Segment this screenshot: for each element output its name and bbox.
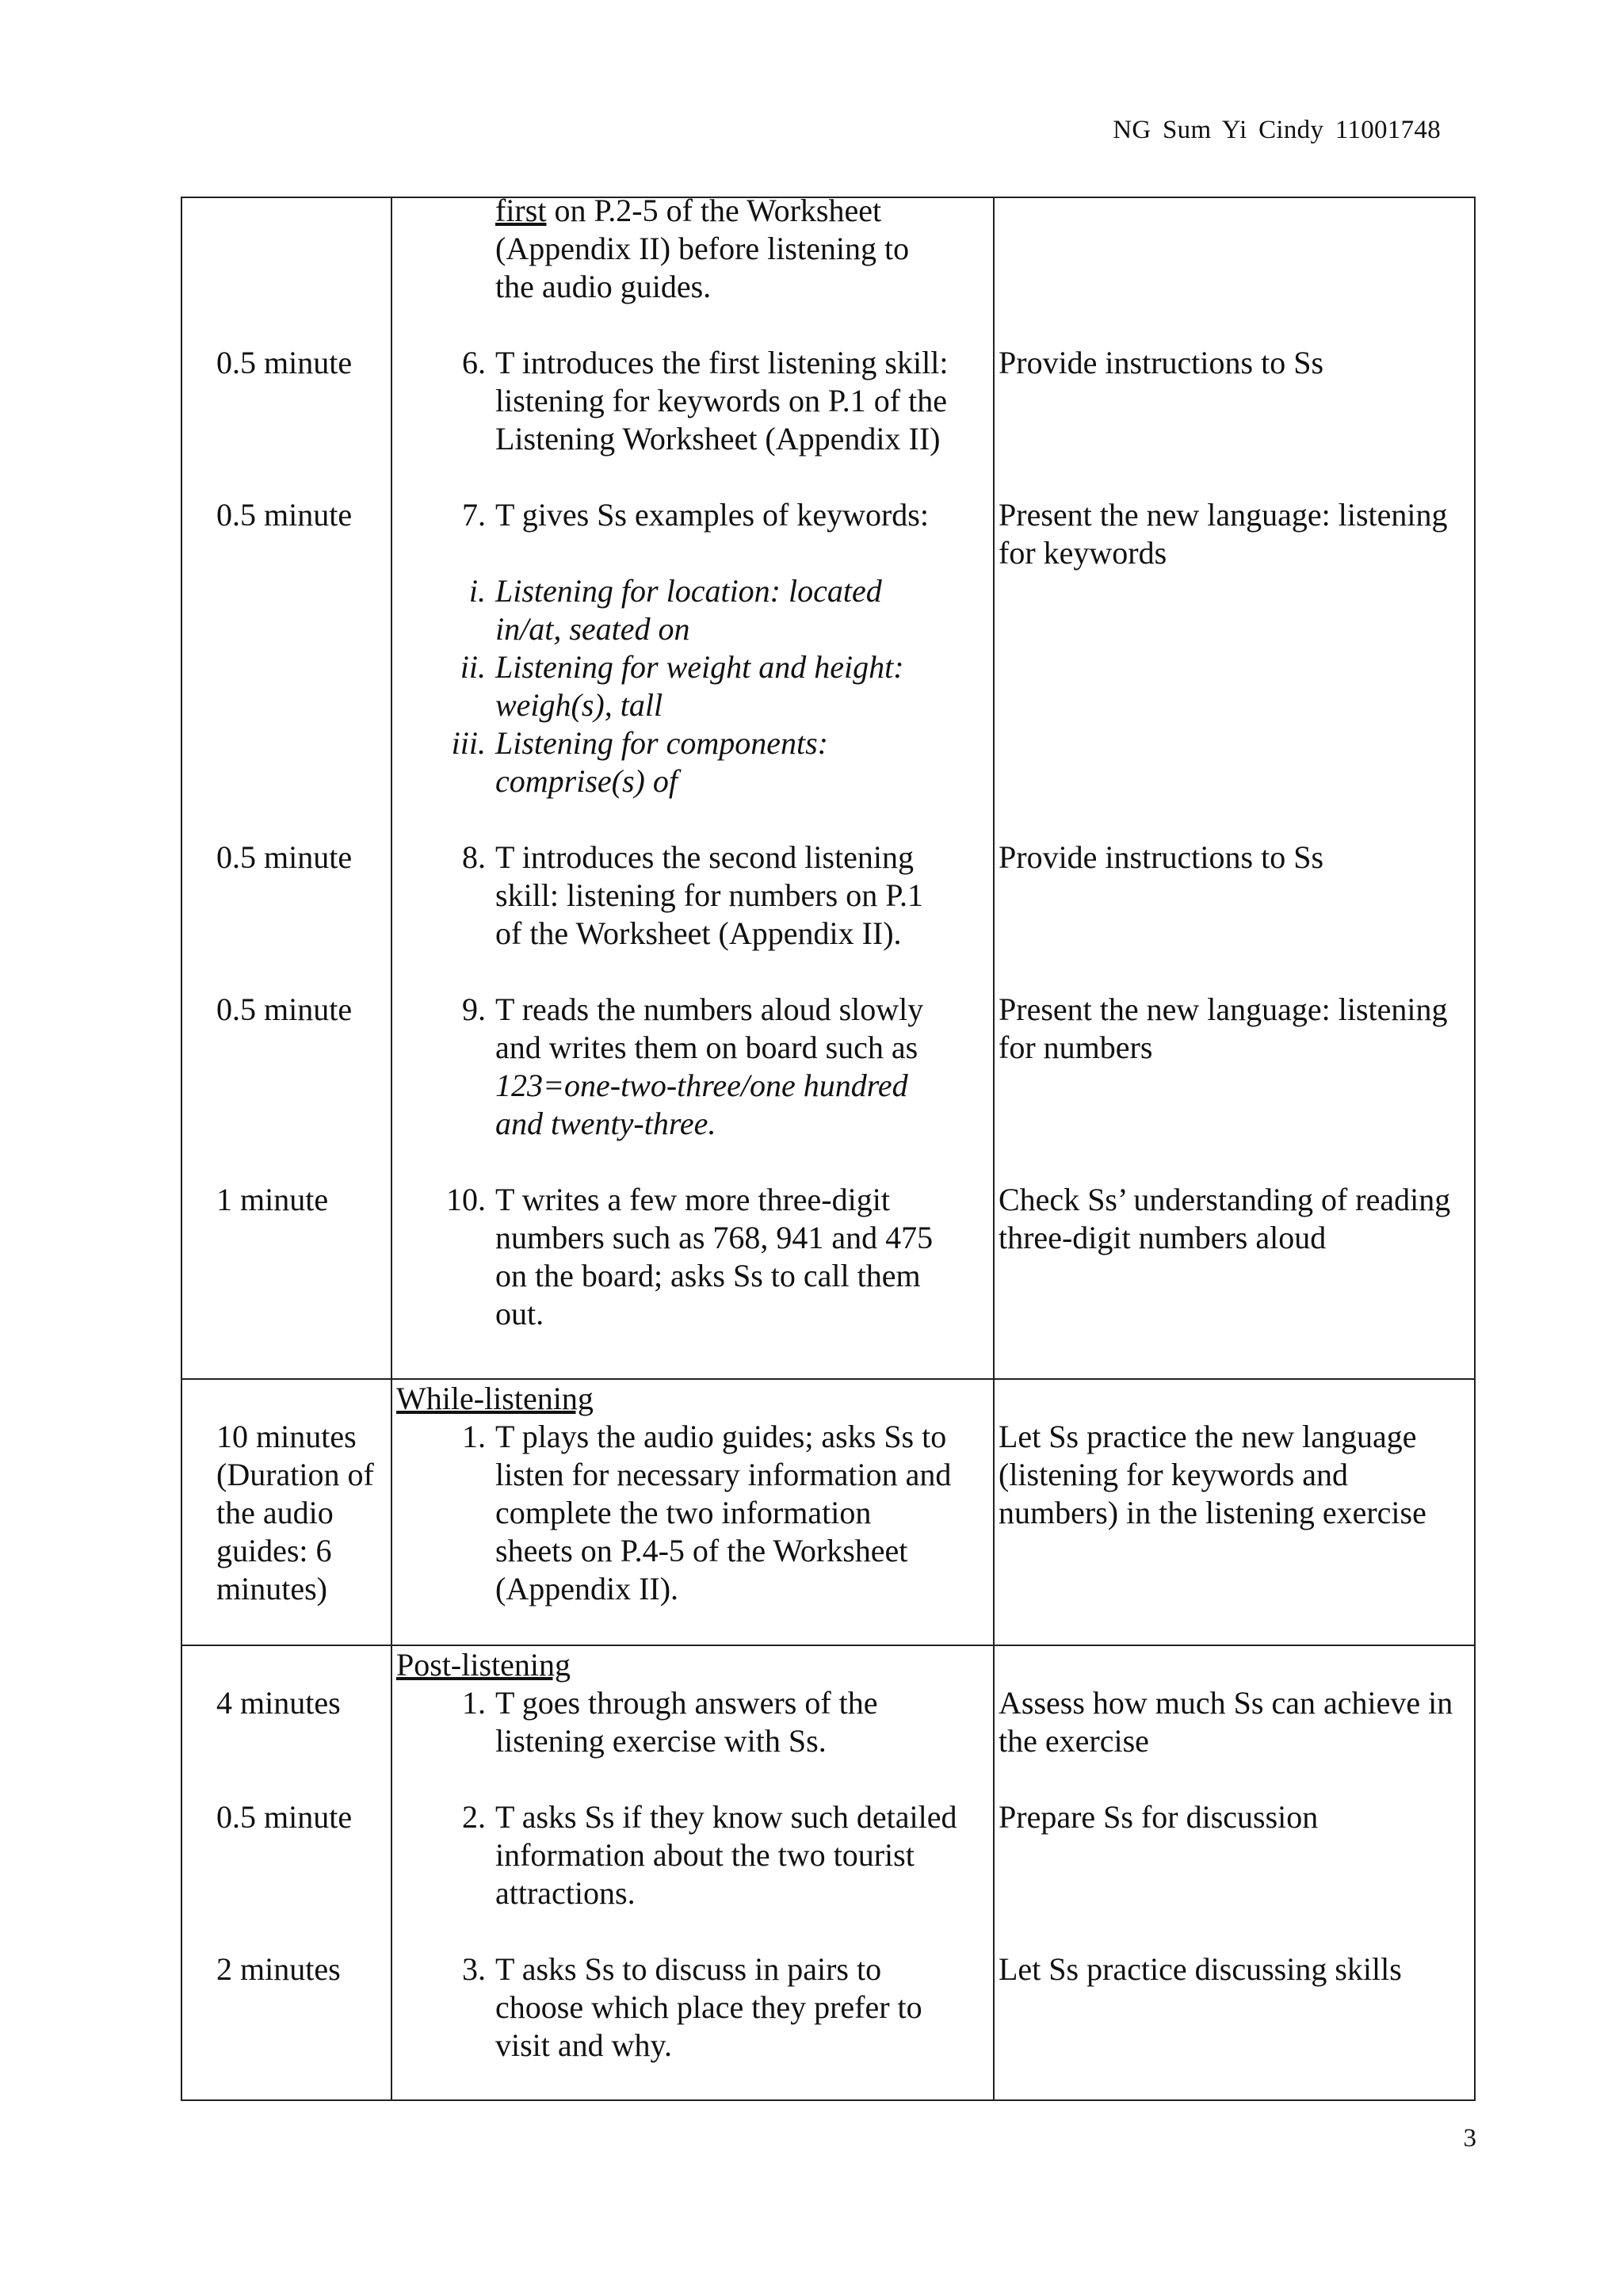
procedure-cell [391, 1645, 994, 2100]
pre-listening-section [181, 197, 1475, 1379]
step-9 [462, 991, 971, 1143]
purpose-line: Prepare Ss for discussion [999, 1799, 1319, 1835]
purpose-cell [994, 1379, 1475, 1645]
time-step-10: 1 minute [216, 1182, 329, 1217]
while-listening-section [181, 1379, 1475, 1645]
time-cell [181, 197, 391, 1379]
while-step-1 [462, 1418, 971, 1608]
step-line: complete the two information [495, 1495, 872, 1530]
step-line: on the board; asks Ss to call them [495, 1258, 921, 1293]
step-6 [462, 344, 971, 458]
purpose-step-9 [999, 991, 1474, 1067]
page-number: 3 [1463, 2124, 1476, 2153]
step-line: attractions. [495, 1875, 636, 1911]
step-number: 1. [462, 1685, 486, 1721]
continuation-line-2: (Appendix II) before listening to [495, 231, 910, 266]
time-cell [181, 1645, 391, 2100]
time-line: minutes) [216, 1571, 327, 1606]
purpose-step-10 [999, 1181, 1474, 1257]
purpose-line: (listening for keywords and [999, 1457, 1349, 1492]
example-line: Listening for weight and height: [495, 649, 904, 685]
time-line: 10 minutes [216, 1419, 357, 1454]
step-line: T gives Ss examples of keywords: [495, 497, 929, 533]
step-line: T writes a few more three-digit [495, 1182, 890, 1217]
step-number: 1. [462, 1419, 486, 1454]
purpose-line: for keywords [999, 535, 1167, 571]
time-post-2: 0.5 minute [216, 1799, 353, 1835]
purpose-line: Provide instructions to Ss [999, 345, 1324, 380]
step-line: visit and why. [495, 2027, 672, 2063]
time-step-9: 0.5 minute [216, 991, 353, 1027]
keyword-example-2 [460, 648, 971, 724]
step-line: sheets on P.4-5 of the Worksheet [495, 1533, 908, 1568]
step-line: T reads the numbers aloud slowly [495, 991, 924, 1027]
example-line: comprise(s) of [495, 763, 678, 799]
step-number: 2. [462, 1799, 486, 1835]
stage-heading-while: While-listening [396, 1381, 594, 1416]
step-7 [462, 496, 971, 534]
step-number: 9. [462, 991, 486, 1027]
time-step-7: 0.5 minute [216, 497, 353, 533]
step-line: listening for keywords on P.1 of the [495, 383, 947, 418]
step-line-italic: 123=one-two-three/one hundred [495, 1068, 908, 1103]
time-line: guides: 6 [216, 1533, 332, 1568]
step-line: of the Worksheet (Appendix II). [495, 915, 902, 951]
purpose-step-6 [999, 344, 1474, 382]
post-step-2 [462, 1798, 971, 1912]
purpose-line: three-digit numbers aloud [999, 1220, 1327, 1255]
purpose-step-7 [999, 496, 1474, 572]
continuation-line-1: on P.2-5 of the Worksheet [546, 193, 882, 228]
purpose-line: numbers) in the listening exercise [999, 1495, 1426, 1530]
purpose-post-1 [999, 1684, 1474, 1760]
step-line: information about the two tourist [495, 1837, 915, 1873]
step-line: listening exercise with Ss. [495, 1723, 827, 1759]
step-number: 10. [446, 1182, 486, 1217]
step-line-italic: and twenty-three. [495, 1106, 716, 1141]
page-header-author: NG Sum Yi Cindy 11001748 [1113, 116, 1441, 144]
roman-numeral: ii. [460, 649, 486, 685]
time-while-1 [216, 1418, 374, 1608]
purpose-line: Provide instructions to Ss [999, 839, 1324, 875]
step-line: numbers such as 768, 941 and 475 [495, 1220, 934, 1255]
step-line: T introduces the first listening skill: [495, 345, 949, 380]
purpose-cell [994, 1645, 1475, 2100]
step-line: choose which place they prefer to [495, 1989, 922, 2025]
step-line: listen for necessary information and [495, 1457, 952, 1492]
keyword-example-3 [451, 724, 971, 800]
step-line: T asks Ss to discuss in pairs to [495, 1951, 882, 1987]
underlined-word: first [495, 193, 547, 228]
time-post-1: 4 minutes [216, 1685, 341, 1721]
roman-numeral: i. [468, 573, 486, 609]
step-line: out. [495, 1296, 544, 1331]
purpose-line: Let Ss practice discussing skills [999, 1951, 1402, 1987]
step-line: T asks Ss if they know such detailed [495, 1799, 957, 1835]
step-line: and writes them on board such as [495, 1030, 918, 1065]
procedure-cell [391, 193, 994, 1379]
continuation-text [495, 192, 971, 306]
continuation-line-3: the audio guides. [495, 269, 712, 304]
example-line: in/at, seated on [495, 611, 690, 647]
step-line: (Appendix II). [495, 1571, 679, 1606]
step-8 [462, 839, 971, 953]
purpose-line: Let Ss practice the new language [999, 1419, 1417, 1454]
step-line: T introduces the second listening [495, 839, 915, 875]
step-line: T plays the audio guides; asks Ss to [495, 1419, 947, 1454]
purpose-step-8 [999, 839, 1474, 877]
step-number: 6. [462, 345, 486, 380]
step-number: 7. [462, 497, 486, 533]
time-line: the audio [216, 1495, 334, 1530]
step-10 [446, 1181, 971, 1333]
purpose-line: Assess how much Ss can achieve in [999, 1685, 1453, 1721]
time-post-3: 2 minutes [216, 1951, 341, 1987]
step-line: Listening Worksheet (Appendix II) [495, 421, 941, 457]
stage-heading-post: Post-listening [396, 1647, 571, 1683]
purpose-while-1 [999, 1418, 1474, 1532]
purpose-line: for numbers [999, 1030, 1153, 1065]
purpose-line: the exercise [999, 1723, 1149, 1759]
step-line: skill: listening for numbers on P.1 [495, 877, 923, 913]
step-line: T goes through answers of the [495, 1685, 878, 1721]
lesson-plan-table [181, 193, 1476, 2101]
roman-numeral: iii. [451, 725, 486, 761]
purpose-post-3 [999, 1950, 1474, 1988]
example-line: Listening for components: [495, 725, 828, 761]
purpose-post-2 [999, 1798, 1474, 1836]
procedure-cell [391, 1379, 994, 1645]
purpose-line: Present the new language: listening [999, 497, 1448, 533]
example-line: weigh(s), tall [495, 687, 663, 723]
post-step-3 [462, 1950, 971, 2065]
time-step-8: 0.5 minute [216, 839, 353, 875]
keyword-example-1 [468, 572, 971, 648]
example-line: Listening for location: located [495, 573, 882, 609]
time-cell [181, 1379, 391, 1645]
purpose-cell [994, 197, 1475, 1379]
purpose-line: Check Ss’ understanding of reading [999, 1182, 1451, 1217]
purpose-line: Present the new language: listening [999, 991, 1448, 1027]
post-step-1 [462, 1684, 971, 1760]
step-number: 3. [462, 1951, 486, 1987]
post-listening-section [181, 1645, 1475, 2100]
time-step-6: 0.5 minute [216, 345, 353, 380]
time-line: (Duration of [216, 1457, 374, 1492]
step-number: 8. [462, 839, 486, 875]
